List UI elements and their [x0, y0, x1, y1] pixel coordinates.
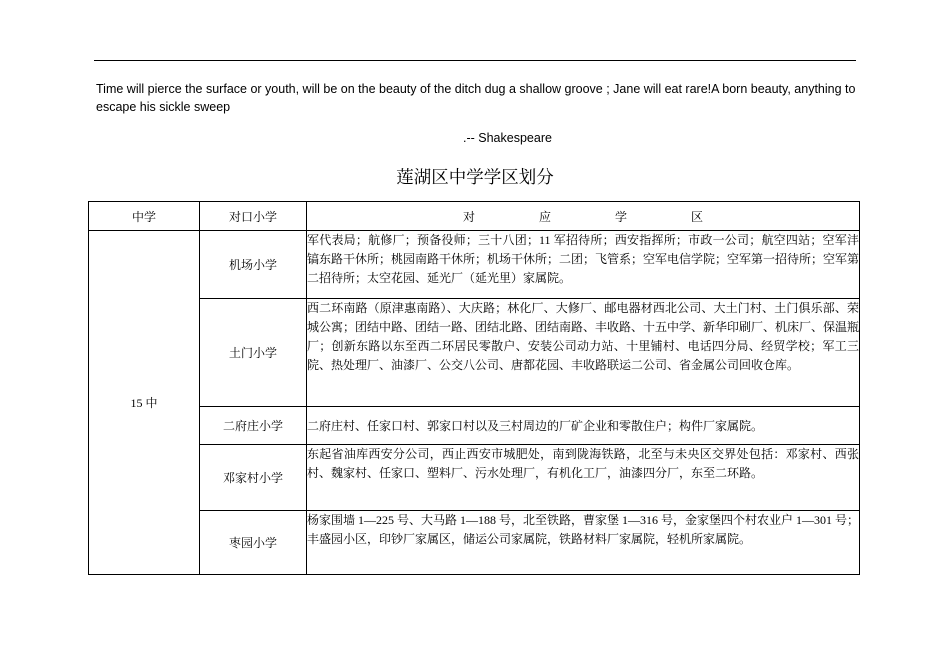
header-zone-label: 对 应 学 区	[462, 209, 729, 224]
zone-cell: 军代表局；航修厂；预备役师；三十八团；11 军招待所；西安指挥所；市政一公司；航空四站；空军沣镐东路干休所；桃园南路干休所；机场干休所；二团；飞管系；空军电信学院；空军第一招待所；空军第二招待所；太空花园、延光厂（延光里）家属院。	[307, 231, 860, 299]
header-rule	[94, 60, 856, 61]
table-row	[89, 231, 860, 299]
table-row	[89, 407, 860, 445]
zone-cell: 二府庄村、任家口村、郭家口村以及三村周边的厂矿企业和零散住户；构件厂家属院。	[307, 407, 860, 445]
middle-school-cell: 15 中	[89, 231, 200, 575]
primary-school-cell: 二府庄小学	[200, 407, 307, 445]
zone-cell: 东起省油库西安分公司，西止西安市城肥处，南到陇海铁路，北至与未央区交界处包括：邓家村、西张村、魏家村、任家口、塑料厂、污水处理厂，有机化工厂，油漆四分厂，东至二环路。	[307, 445, 860, 511]
header-middle-school: 中学	[89, 202, 200, 231]
header-zone	[307, 202, 860, 231]
zone-cell: 西二环南路（原津惠南路）、大庆路；林化厂、大修厂、邮电器材西北公司、大土门村、土门俱乐部、荣城公寓；团结中路、团结一路、团结北路、团结南路、丰收路、十五中学、新华印刷厂、机床厂、保温瓶厂；创新东路以东至西二环居民零散户、安装公司动力站、十里铺村、电话四分局、经贸学校；军工三院、热处理厂、油漆厂、公交八公司、唐都花园、丰收路联运二公司、省金属公司回收仓库。	[307, 299, 860, 407]
quote-text: Time will pierce the surface or youth, will be on the beauty of the ditch dug a shallow groove ; Jane will eat rare!A born beauty, anything to escape his sickle sweep	[96, 82, 856, 114]
table-header-row	[89, 202, 860, 231]
table-row	[89, 445, 860, 511]
school-zone-table	[88, 201, 860, 575]
header-primary-school: 对口小学	[200, 202, 307, 231]
primary-school-cell: 邓家村小学	[200, 445, 307, 511]
zone-cell: 杨家围墙 1—225 号、大马路 1—188 号，北至铁路，曹家堡 1—316 号，金家堡四个村农业户 1—301 号；丰盛园小区，印钞厂家属区，储运公司家属院，铁路材料厂家属院，轻机所家属院。	[307, 511, 860, 575]
primary-school-cell: 枣园小学	[200, 511, 307, 575]
table-row	[89, 299, 860, 407]
primary-school-cell: 机场小学	[200, 231, 307, 299]
quote-author: .-- Shakespeare	[463, 131, 552, 145]
page-title: 莲湖区中学学区划分	[396, 168, 554, 188]
primary-school-cell: 土门小学	[200, 299, 307, 407]
table-row	[89, 511, 860, 575]
